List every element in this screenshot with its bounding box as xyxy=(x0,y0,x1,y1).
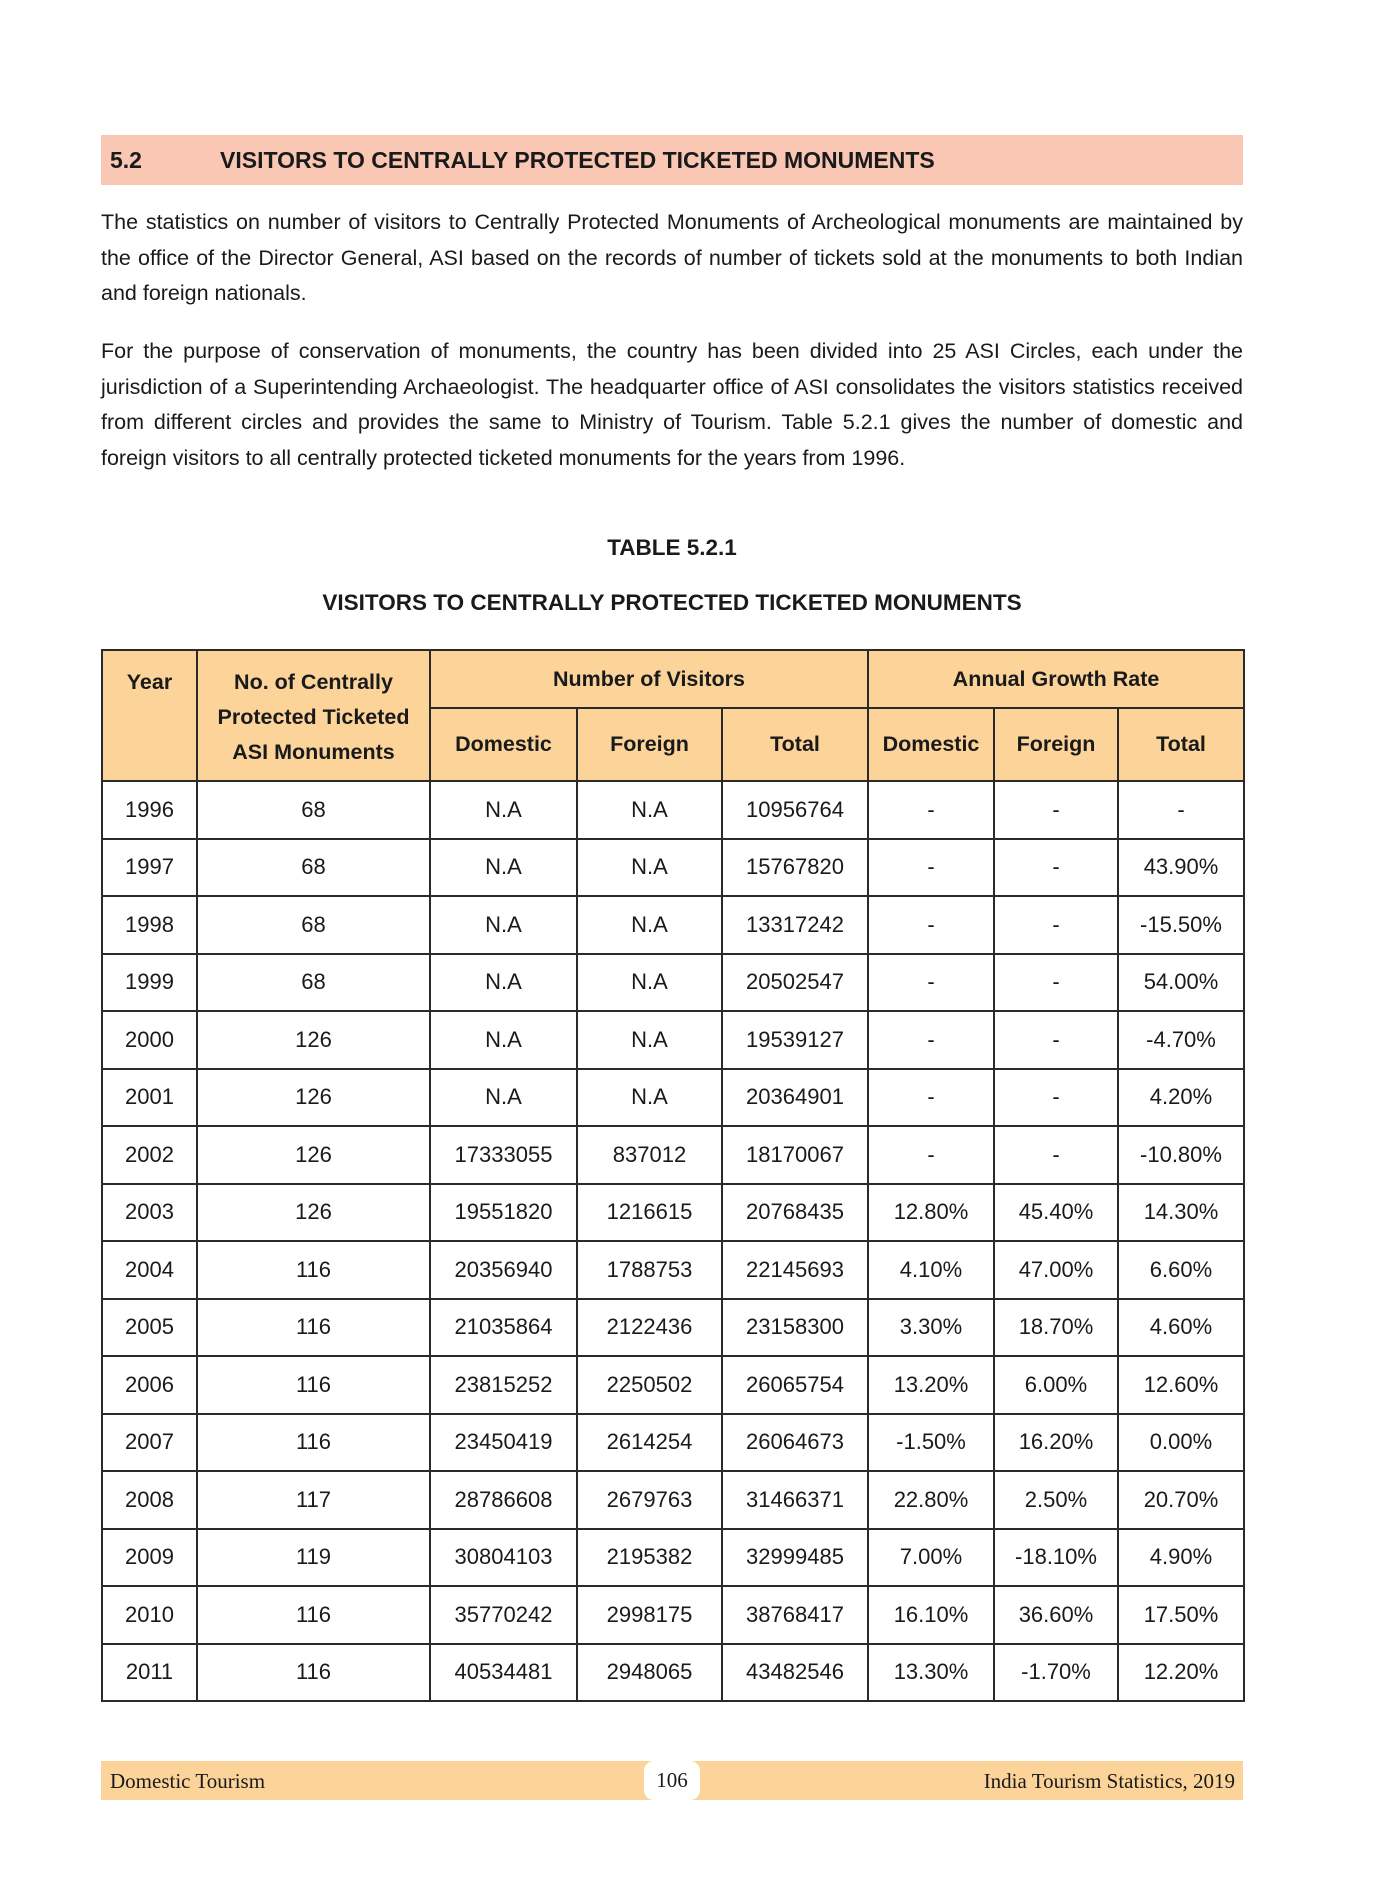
cell-monuments: 117 xyxy=(197,1471,430,1529)
cell-domestic-visitors: 35770242 xyxy=(430,1586,577,1644)
cell-domestic-growth: 13.20% xyxy=(868,1356,994,1414)
cell-domestic-growth: -1.50% xyxy=(868,1414,994,1472)
table-row xyxy=(102,1126,1244,1184)
cell-foreign-growth: - xyxy=(994,1011,1118,1069)
cell-total-visitors: 19539127 xyxy=(722,1011,868,1069)
cell-total-growth: 6.60% xyxy=(1118,1241,1244,1299)
cell-total-visitors: 20768435 xyxy=(722,1184,868,1242)
cell-domestic-visitors: 17333055 xyxy=(430,1126,577,1184)
cell-domestic-visitors: 19551820 xyxy=(430,1184,577,1242)
cell-total-growth: 4.90% xyxy=(1118,1529,1244,1587)
cell-domestic-visitors: N.A xyxy=(430,839,577,897)
cell-domestic-growth: - xyxy=(868,1126,994,1184)
table-row xyxy=(102,1069,1244,1127)
cell-total-visitors: 18170067 xyxy=(722,1126,868,1184)
cell-foreign-growth: 18.70% xyxy=(994,1299,1118,1357)
cell-total-visitors: 26064673 xyxy=(722,1414,868,1472)
cell-domestic-visitors: N.A xyxy=(430,954,577,1012)
cell-domestic-visitors: 40534481 xyxy=(430,1644,577,1702)
cell-foreign-growth: - xyxy=(994,954,1118,1012)
table-row xyxy=(102,1586,1244,1644)
cell-total-growth: 4.60% xyxy=(1118,1299,1244,1357)
cell-total-growth: -4.70% xyxy=(1118,1011,1244,1069)
intro-paragraph: The statistics on number of visitors to Centrally Protected Monuments of Archeological monuments are maintained by the office of the Director General, ASI based on the records of number of tickets sold at the monuments to both Indian and foreign nationals. xyxy=(101,210,1243,305)
table-row xyxy=(102,1011,1244,1069)
cell-foreign-growth: 2.50% xyxy=(994,1471,1118,1529)
cell-foreign-visitors: 2614254 xyxy=(577,1414,722,1472)
cell-total-growth: -15.50% xyxy=(1118,896,1244,954)
cell-domestic-growth: 22.80% xyxy=(868,1471,994,1529)
cell-domestic-growth: - xyxy=(868,1011,994,1069)
header-growth-domestic: Domestic xyxy=(868,708,994,781)
cell-foreign-visitors: 2679763 xyxy=(577,1471,722,1529)
cell-total-visitors: 13317242 xyxy=(722,896,868,954)
cell-year: 2000 xyxy=(102,1011,197,1069)
cell-domestic-visitors: 30804103 xyxy=(430,1529,577,1587)
cell-foreign-growth: - xyxy=(994,781,1118,839)
table-title: VISITORS TO CENTRALLY PROTECTED TICKETED MONUMENTS xyxy=(322,590,1022,615)
cell-year: 2009 xyxy=(102,1529,197,1587)
cell-total-growth: 14.30% xyxy=(1118,1184,1244,1242)
cell-domestic-visitors: 23450419 xyxy=(430,1414,577,1472)
cell-monuments: 68 xyxy=(197,781,430,839)
cell-total-growth: 17.50% xyxy=(1118,1586,1244,1644)
cell-year: 2007 xyxy=(102,1414,197,1472)
cell-domestic-visitors: 23815252 xyxy=(430,1356,577,1414)
cell-domestic-visitors: 20356940 xyxy=(430,1241,577,1299)
section-heading xyxy=(101,135,1243,185)
table-row xyxy=(102,1471,1244,1529)
table-label: TABLE 5.2.1 xyxy=(607,535,737,560)
cell-domestic-visitors: 28786608 xyxy=(430,1471,577,1529)
table-row xyxy=(102,896,1244,954)
cell-year: 2003 xyxy=(102,1184,197,1242)
cell-foreign-visitors: 2250502 xyxy=(577,1356,722,1414)
header-growth-total: Total xyxy=(1118,708,1244,781)
cell-total-visitors: 20364901 xyxy=(722,1069,868,1127)
section-number: 5.2 xyxy=(110,146,142,173)
cell-foreign-visitors: N.A xyxy=(577,1069,722,1127)
page-footer xyxy=(101,1761,1243,1800)
cell-foreign-growth: 16.20% xyxy=(994,1414,1118,1472)
table-row xyxy=(102,1241,1244,1299)
cell-foreign-visitors: N.A xyxy=(577,896,722,954)
cell-total-visitors: 43482546 xyxy=(722,1644,868,1702)
cell-foreign-growth: 45.40% xyxy=(994,1184,1118,1242)
table-row xyxy=(102,1299,1244,1357)
cell-year: 2011 xyxy=(102,1644,197,1702)
cell-year: 2004 xyxy=(102,1241,197,1299)
cell-domestic-visitors: N.A xyxy=(430,896,577,954)
header-visitors-foreign: Foreign xyxy=(577,708,722,781)
cell-foreign-growth: 47.00% xyxy=(994,1241,1118,1299)
cell-monuments: 116 xyxy=(197,1644,430,1702)
table-row xyxy=(102,1644,1244,1702)
cell-year: 1998 xyxy=(102,896,197,954)
cell-domestic-growth: 16.10% xyxy=(868,1586,994,1644)
cell-foreign-visitors: 2122436 xyxy=(577,1299,722,1357)
cell-total-growth: 20.70% xyxy=(1118,1471,1244,1529)
cell-monuments: 68 xyxy=(197,839,430,897)
footer-publication: India Tourism Statistics, 2019 xyxy=(983,1769,1235,1793)
table-row xyxy=(102,1356,1244,1414)
cell-total-growth: 12.20% xyxy=(1118,1644,1244,1702)
cell-foreign-visitors: 2998175 xyxy=(577,1586,722,1644)
cell-domestic-visitors: N.A xyxy=(430,781,577,839)
cell-year: 2002 xyxy=(102,1126,197,1184)
header-monuments: No. of Centrally Protected Ticketed ASI Monuments xyxy=(197,650,430,781)
cell-monuments: 116 xyxy=(197,1299,430,1357)
cell-monuments: 68 xyxy=(197,954,430,1012)
cell-total-growth: 4.20% xyxy=(1118,1069,1244,1127)
cell-total-visitors: 26065754 xyxy=(722,1356,868,1414)
table-row xyxy=(102,1184,1244,1242)
cell-year: 2001 xyxy=(102,1069,197,1127)
table-row xyxy=(102,954,1244,1012)
cell-domestic-growth: - xyxy=(868,954,994,1012)
cell-total-visitors: 10956764 xyxy=(722,781,868,839)
cell-total-visitors: 32999485 xyxy=(722,1529,868,1587)
cell-foreign-visitors: N.A xyxy=(577,781,722,839)
cell-year: 2010 xyxy=(102,1586,197,1644)
cell-foreign-growth: 36.60% xyxy=(994,1586,1118,1644)
cell-monuments: 126 xyxy=(197,1184,430,1242)
cell-foreign-growth: - xyxy=(994,896,1118,954)
cell-year: 2005 xyxy=(102,1299,197,1357)
cell-domestic-growth: 13.30% xyxy=(868,1644,994,1702)
cell-foreign-visitors: 1216615 xyxy=(577,1184,722,1242)
cell-year: 2008 xyxy=(102,1471,197,1529)
page-number: 106 xyxy=(644,1761,700,1800)
cell-foreign-growth: 6.00% xyxy=(994,1356,1118,1414)
cell-monuments: 116 xyxy=(197,1356,430,1414)
cell-domestic-growth: 3.30% xyxy=(868,1299,994,1357)
cell-monuments: 68 xyxy=(197,896,430,954)
cell-foreign-growth: -1.70% xyxy=(994,1644,1118,1702)
cell-foreign-visitors: 2948065 xyxy=(577,1644,722,1702)
section-title: VISITORS TO CENTRALLY PROTECTED TICKETED MONUMENTS xyxy=(220,146,935,173)
cell-domestic-growth: 7.00% xyxy=(868,1529,994,1587)
cell-total-visitors: 31466371 xyxy=(722,1471,868,1529)
table-row xyxy=(102,1414,1244,1472)
cell-total-visitors: 20502547 xyxy=(722,954,868,1012)
cell-foreign-visitors: 837012 xyxy=(577,1126,722,1184)
header-visitors-total: Total xyxy=(722,708,868,781)
cell-monuments: 126 xyxy=(197,1126,430,1184)
cell-total-visitors: 23158300 xyxy=(722,1299,868,1357)
cell-total-growth: 43.90% xyxy=(1118,839,1244,897)
cell-foreign-visitors: N.A xyxy=(577,1011,722,1069)
cell-domestic-growth: - xyxy=(868,781,994,839)
header-visitors-domestic: Domestic xyxy=(430,708,577,781)
header-year: Year xyxy=(102,650,197,781)
cell-total-growth: -10.80% xyxy=(1118,1126,1244,1184)
cell-monuments: 126 xyxy=(197,1069,430,1127)
table-row xyxy=(102,839,1244,897)
table-row xyxy=(102,1529,1244,1587)
cell-year: 1999 xyxy=(102,954,197,1012)
cell-total-growth: - xyxy=(1118,781,1244,839)
cell-year: 1997 xyxy=(102,839,197,897)
cell-year: 2006 xyxy=(102,1356,197,1414)
cell-domestic-visitors: N.A xyxy=(430,1069,577,1127)
cell-monuments: 116 xyxy=(197,1241,430,1299)
cell-monuments: 126 xyxy=(197,1011,430,1069)
visitors-table xyxy=(101,649,1245,1702)
cell-domestic-growth: 12.80% xyxy=(868,1184,994,1242)
cell-foreign-visitors: 2195382 xyxy=(577,1529,722,1587)
cell-domestic-visitors: N.A xyxy=(430,1011,577,1069)
cell-total-growth: 12.60% xyxy=(1118,1356,1244,1414)
cell-foreign-growth: - xyxy=(994,1069,1118,1127)
cell-domestic-growth: - xyxy=(868,896,994,954)
header-annual-growth-rate: Annual Growth Rate xyxy=(868,650,1244,708)
cell-foreign-growth: -18.10% xyxy=(994,1529,1118,1587)
cell-total-visitors: 22145693 xyxy=(722,1241,868,1299)
cell-monuments: 119 xyxy=(197,1529,430,1587)
footer-section: Domestic Tourism xyxy=(110,1769,266,1793)
cell-foreign-visitors: N.A xyxy=(577,839,722,897)
cell-domestic-growth: - xyxy=(868,839,994,897)
cell-domestic-visitors: 21035864 xyxy=(430,1299,577,1357)
cell-domestic-growth: - xyxy=(868,1069,994,1127)
header-growth-foreign: Foreign xyxy=(994,708,1118,781)
cell-domestic-growth: 4.10% xyxy=(868,1241,994,1299)
cell-foreign-growth: - xyxy=(994,1126,1118,1184)
circles-paragraph: For the purpose of conservation of monuments, the country has been divided into 25 ASI Circles, each under the jurisdiction of a Superintending Archaeologist. The headquarter office of ASI consolidates the visitors statistics received from different circles and provides the same to Ministry of Tourism. Table 5.2.1 gives the number of domestic and foreign visitors to all centrally protected ticketed monuments for the years from 1996. xyxy=(101,339,1243,470)
cell-foreign-visitors: 1788753 xyxy=(577,1241,722,1299)
cell-foreign-growth: - xyxy=(994,839,1118,897)
cell-foreign-visitors: N.A xyxy=(577,954,722,1012)
cell-total-growth: 0.00% xyxy=(1118,1414,1244,1472)
cell-year: 1996 xyxy=(102,781,197,839)
cell-total-visitors: 15767820 xyxy=(722,839,868,897)
cell-total-visitors: 38768417 xyxy=(722,1586,868,1644)
cell-monuments: 116 xyxy=(197,1414,430,1472)
cell-monuments: 116 xyxy=(197,1586,430,1644)
table-row xyxy=(102,781,1244,839)
header-number-of-visitors: Number of Visitors xyxy=(430,650,868,708)
cell-total-growth: 54.00% xyxy=(1118,954,1244,1012)
